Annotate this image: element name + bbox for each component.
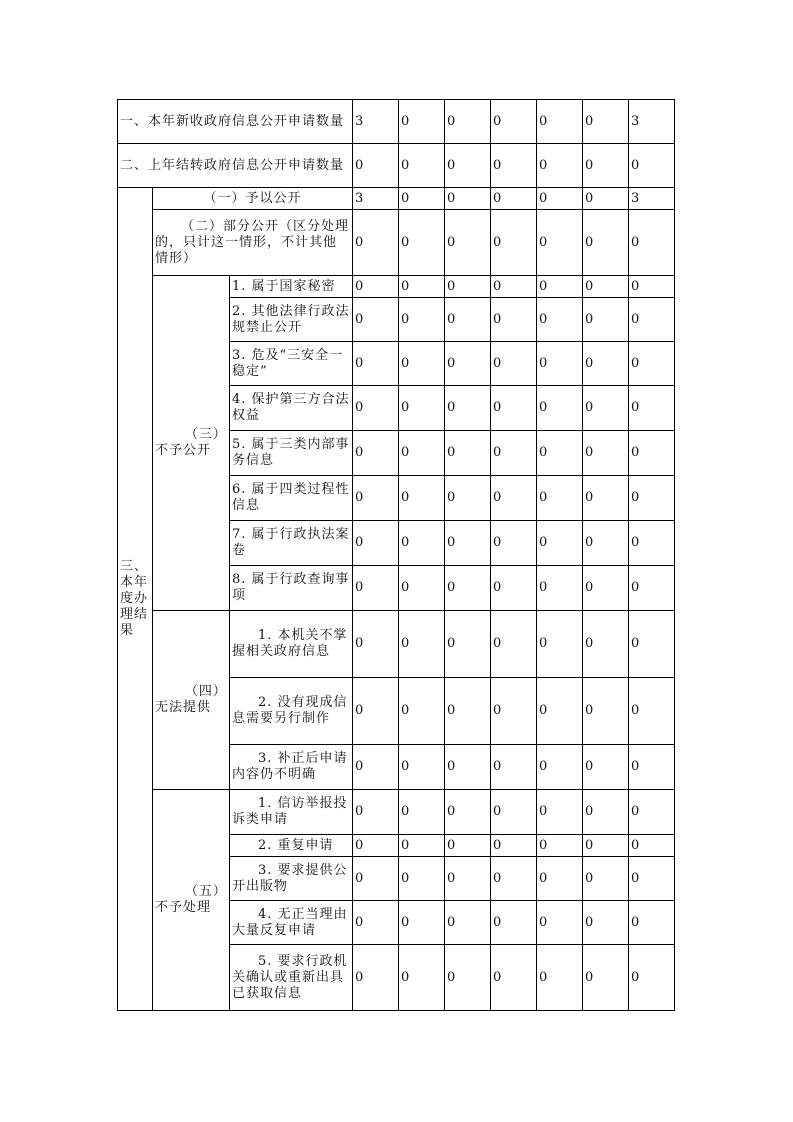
row-label: 5. 属于三类内部事务信息 <box>230 431 353 476</box>
value-cell: 0 <box>353 476 399 521</box>
value-cell: 0 <box>537 857 583 901</box>
row-label: 一、本年新收政府信息公开申请数量 <box>118 100 353 144</box>
row-label: 二、上年结转政府信息公开申请数量 <box>118 144 353 188</box>
value-cell: 0 <box>537 210 583 276</box>
value-cell: 0 <box>491 945 537 1011</box>
table-row <box>118 790 675 835</box>
row-label: 3. 补正后申请内容仍不明确 <box>230 745 353 790</box>
row-label: 2. 其他法律行政法规禁止公开 <box>230 298 353 342</box>
value-cell: 0 <box>445 945 491 1011</box>
value-cell: 3 <box>353 100 399 144</box>
value-cell: 0 <box>629 342 675 386</box>
group-label: （四）无法提供 <box>153 611 230 790</box>
value-cell: 0 <box>629 835 675 857</box>
row-label: （一）予以公开 <box>153 188 353 210</box>
row-label: 6. 属于四类过程性信息 <box>230 476 353 521</box>
table-row <box>118 188 675 210</box>
value-cell: 0 <box>583 857 629 901</box>
value-cell: 0 <box>537 298 583 342</box>
value-cell: 0 <box>629 476 675 521</box>
value-cell: 0 <box>399 566 445 611</box>
value-cell: 0 <box>583 521 629 566</box>
table-row <box>118 144 675 188</box>
value-cell: 0 <box>491 276 537 298</box>
value-cell: 0 <box>491 678 537 745</box>
row-label: 2. 没有现成信息需要另行制作 <box>230 678 353 745</box>
row-label: 5. 要求行政机关确认或重新出具已获取信息 <box>230 945 353 1011</box>
value-cell: 0 <box>399 945 445 1011</box>
value-cell: 0 <box>399 790 445 835</box>
value-cell: 0 <box>445 857 491 901</box>
value-cell: 0 <box>445 386 491 431</box>
value-cell: 0 <box>583 566 629 611</box>
value-cell: 0 <box>537 678 583 745</box>
value-cell: 0 <box>353 342 399 386</box>
value-cell: 0 <box>537 276 583 298</box>
row-label: 1. 信访举报投诉类申请 <box>230 790 353 835</box>
value-cell: 0 <box>399 611 445 678</box>
value-cell: 0 <box>583 276 629 298</box>
value-cell: 0 <box>353 386 399 431</box>
value-cell: 0 <box>491 521 537 566</box>
value-cell: 0 <box>583 342 629 386</box>
value-cell: 0 <box>491 298 537 342</box>
value-cell: 0 <box>353 790 399 835</box>
value-cell: 0 <box>491 476 537 521</box>
value-cell: 0 <box>353 521 399 566</box>
value-cell: 0 <box>445 521 491 566</box>
row-label: 1. 本机关不掌握相关政府信息 <box>230 611 353 678</box>
value-cell: 0 <box>537 144 583 188</box>
table-row <box>118 210 675 276</box>
value-cell: 0 <box>537 745 583 790</box>
value-cell: 0 <box>445 745 491 790</box>
value-cell: 0 <box>399 431 445 476</box>
row-label: （二）部分公开（区分处理的，只计这一情形，不计其他情形） <box>153 210 353 276</box>
value-cell: 0 <box>491 901 537 945</box>
value-cell: 0 <box>583 611 629 678</box>
value-cell: 0 <box>491 431 537 476</box>
value-cell: 0 <box>399 476 445 521</box>
value-cell: 0 <box>537 188 583 210</box>
value-cell: 0 <box>399 188 445 210</box>
value-cell: 0 <box>491 790 537 835</box>
value-cell: 0 <box>537 342 583 386</box>
value-cell: 0 <box>583 431 629 476</box>
value-cell: 0 <box>491 188 537 210</box>
value-cell: 0 <box>399 745 445 790</box>
section-3-label: 三、本年度办理结果 <box>118 188 153 1011</box>
group-label: （三）不予公开 <box>153 276 230 611</box>
value-cell: 0 <box>445 188 491 210</box>
value-cell: 0 <box>537 521 583 566</box>
value-cell: 3 <box>629 100 675 144</box>
value-cell: 0 <box>583 188 629 210</box>
table-row <box>118 276 675 298</box>
value-cell: 3 <box>353 188 399 210</box>
value-cell: 0 <box>445 210 491 276</box>
value-cell: 0 <box>629 386 675 431</box>
value-cell: 0 <box>629 210 675 276</box>
value-cell: 0 <box>445 431 491 476</box>
value-cell: 0 <box>399 857 445 901</box>
value-cell: 0 <box>629 790 675 835</box>
value-cell: 0 <box>583 476 629 521</box>
value-cell: 0 <box>629 857 675 901</box>
value-cell: 0 <box>353 144 399 188</box>
value-cell: 0 <box>491 745 537 790</box>
table-row <box>118 611 675 678</box>
value-cell: 0 <box>353 431 399 476</box>
value-cell: 0 <box>537 835 583 857</box>
value-cell: 0 <box>537 790 583 835</box>
value-cell: 0 <box>399 342 445 386</box>
value-cell: 0 <box>583 945 629 1011</box>
value-cell: 0 <box>583 144 629 188</box>
value-cell: 0 <box>445 790 491 835</box>
value-cell: 0 <box>399 276 445 298</box>
row-label: 8. 属于行政查询事项 <box>230 566 353 611</box>
value-cell: 0 <box>491 857 537 901</box>
value-cell: 0 <box>445 342 491 386</box>
value-cell: 0 <box>583 298 629 342</box>
value-cell: 0 <box>583 790 629 835</box>
value-cell: 0 <box>353 276 399 298</box>
value-cell: 0 <box>583 386 629 431</box>
value-cell: 0 <box>629 431 675 476</box>
value-cell: 0 <box>353 611 399 678</box>
value-cell: 0 <box>537 945 583 1011</box>
value-cell: 0 <box>629 566 675 611</box>
value-cell: 0 <box>353 835 399 857</box>
value-cell: 0 <box>629 745 675 790</box>
value-cell: 0 <box>399 901 445 945</box>
value-cell: 0 <box>629 298 675 342</box>
row-label: 7. 属于行政执法案卷 <box>230 521 353 566</box>
value-cell: 0 <box>537 901 583 945</box>
value-cell: 0 <box>629 276 675 298</box>
value-cell: 0 <box>583 745 629 790</box>
value-cell: 0 <box>537 431 583 476</box>
row-label: 3. 要求提供公开出版物 <box>230 857 353 901</box>
value-cell: 0 <box>583 835 629 857</box>
row-label: 1. 属于国家秘密 <box>230 276 353 298</box>
value-cell: 0 <box>583 901 629 945</box>
value-cell: 0 <box>583 100 629 144</box>
value-cell: 0 <box>583 210 629 276</box>
value-cell: 0 <box>491 100 537 144</box>
value-cell: 0 <box>353 945 399 1011</box>
value-cell: 0 <box>629 611 675 678</box>
value-cell: 0 <box>399 678 445 745</box>
value-cell: 0 <box>399 835 445 857</box>
value-cell: 0 <box>445 298 491 342</box>
value-cell: 0 <box>353 566 399 611</box>
value-cell: 0 <box>445 566 491 611</box>
value-cell: 0 <box>445 678 491 745</box>
row-label: 2. 重复申请 <box>230 835 353 857</box>
value-cell: 0 <box>491 210 537 276</box>
value-cell: 0 <box>629 901 675 945</box>
value-cell: 0 <box>537 386 583 431</box>
value-cell: 0 <box>445 100 491 144</box>
value-cell: 0 <box>629 144 675 188</box>
value-cell: 0 <box>491 835 537 857</box>
value-cell: 0 <box>491 144 537 188</box>
table-row <box>118 100 675 144</box>
value-cell: 0 <box>353 298 399 342</box>
value-cell: 0 <box>537 566 583 611</box>
value-cell: 0 <box>491 611 537 678</box>
value-cell: 0 <box>353 901 399 945</box>
value-cell: 0 <box>353 678 399 745</box>
value-cell: 0 <box>629 521 675 566</box>
value-cell: 3 <box>629 188 675 210</box>
value-cell: 0 <box>491 342 537 386</box>
value-cell: 0 <box>445 611 491 678</box>
value-cell: 0 <box>583 678 629 745</box>
value-cell: 0 <box>629 678 675 745</box>
value-cell: 0 <box>491 566 537 611</box>
value-cell: 0 <box>399 100 445 144</box>
value-cell: 0 <box>537 611 583 678</box>
value-cell: 0 <box>353 745 399 790</box>
value-cell: 0 <box>491 386 537 431</box>
group-label: （五）不予处理 <box>153 790 230 1011</box>
value-cell: 0 <box>399 386 445 431</box>
value-cell: 0 <box>399 144 445 188</box>
value-cell: 0 <box>399 210 445 276</box>
row-label: 3. 危及“三安全一稳定” <box>230 342 353 386</box>
row-label: 4. 无正当理由大量反复申请 <box>230 901 353 945</box>
value-cell: 0 <box>399 298 445 342</box>
value-cell: 0 <box>445 144 491 188</box>
value-cell: 0 <box>353 857 399 901</box>
value-cell: 0 <box>629 945 675 1011</box>
row-label: 4. 保护第三方合法权益 <box>230 386 353 431</box>
information-disclosure-table <box>117 99 675 1011</box>
value-cell: 0 <box>445 476 491 521</box>
value-cell: 0 <box>445 276 491 298</box>
value-cell: 0 <box>445 835 491 857</box>
value-cell: 0 <box>537 100 583 144</box>
value-cell: 0 <box>445 901 491 945</box>
value-cell: 0 <box>399 521 445 566</box>
value-cell: 0 <box>537 476 583 521</box>
value-cell: 0 <box>353 210 399 276</box>
